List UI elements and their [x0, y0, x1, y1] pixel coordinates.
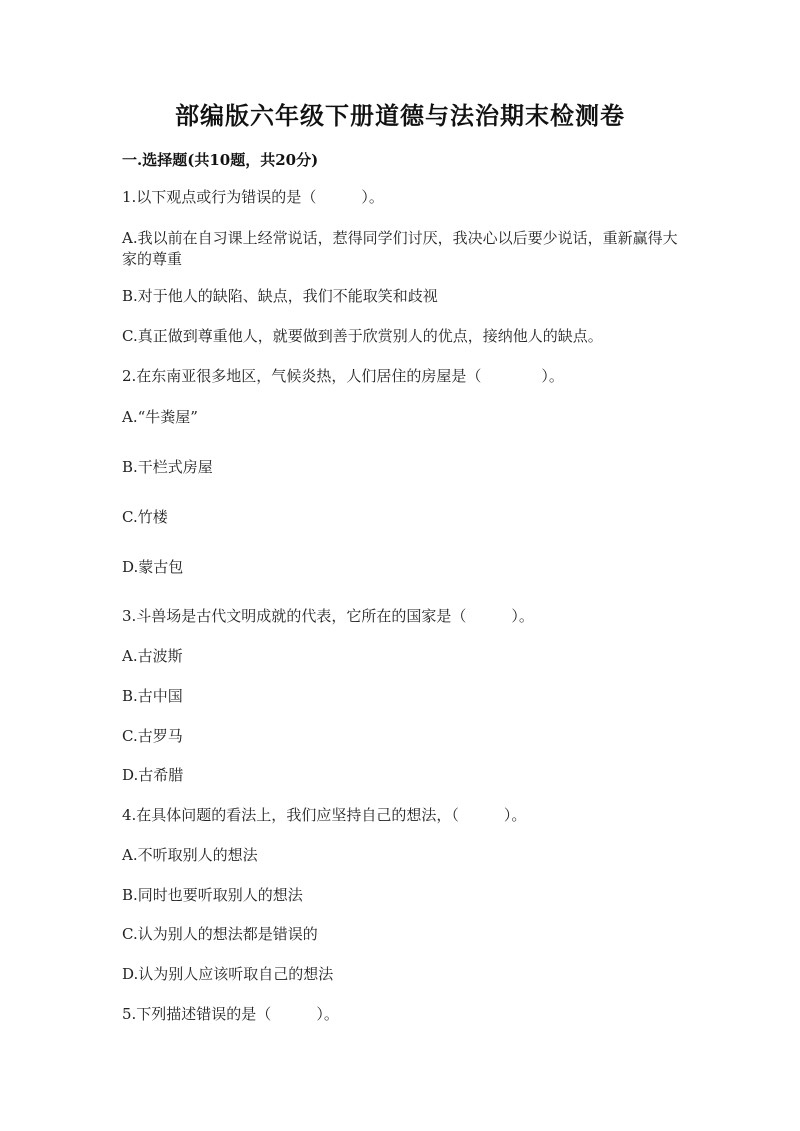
question-1-option-c: C.真正做到尊重他人，就要做到善于欣赏别人的优点，接纳他人的缺点。	[122, 327, 603, 345]
question-4-option-d: D.认为别人应该听取自己的想法	[122, 965, 334, 983]
question-2-option-d: D.蒙古包	[122, 558, 184, 576]
question-1-option-b: B.对于他人的缺陷、缺点，我们不能取笑和歧视	[122, 287, 438, 305]
question-4-option-b: B.同时也要听取别人的想法	[122, 886, 303, 904]
question-2-option-c: C.竹楼	[122, 508, 168, 526]
question-4-option-a: A.不听取别人的想法	[122, 846, 258, 864]
question-1-option-a: A.我以前在自习课上经常说话，惹得同学们讨厌，我决心以后要少说话，重新赢得大家的尊重	[122, 229, 678, 268]
page-title: 部编版六年级下册道德与法治期末检测卷	[175, 101, 625, 130]
question-4-stem: 4.在具体问题的看法上，我们应坚持自己的想法，（ ）。	[122, 806, 527, 824]
section-heading: 一.选择题(共10题，共20分)	[122, 151, 319, 169]
question-3-option-b: B.古中国	[122, 687, 183, 705]
question-2-stem: 2.在东南亚很多地区，气候炎热，人们居住的房屋是（ ）。	[122, 367, 564, 385]
question-3-stem: 3.斗兽场是古代文明成就的代表，它所在的国家是（ ）。	[122, 607, 534, 625]
question-3-option-d: D.古希腊	[122, 766, 184, 784]
question-3-option-a: A.古波斯	[122, 647, 183, 665]
question-2-option-b: B.干栏式房屋	[122, 458, 213, 476]
question-5-stem: 5.下列描述错误的是（ ）。	[122, 1005, 339, 1023]
question-4-option-c: C.认为别人的想法都是错误的	[122, 925, 318, 943]
question-3-option-c: C.古罗马	[122, 727, 183, 745]
question-2-option-a: A.“牛粪屋”	[122, 408, 198, 426]
question-1-stem: 1.以下观点或行为错误的是（ ）。	[122, 188, 384, 206]
